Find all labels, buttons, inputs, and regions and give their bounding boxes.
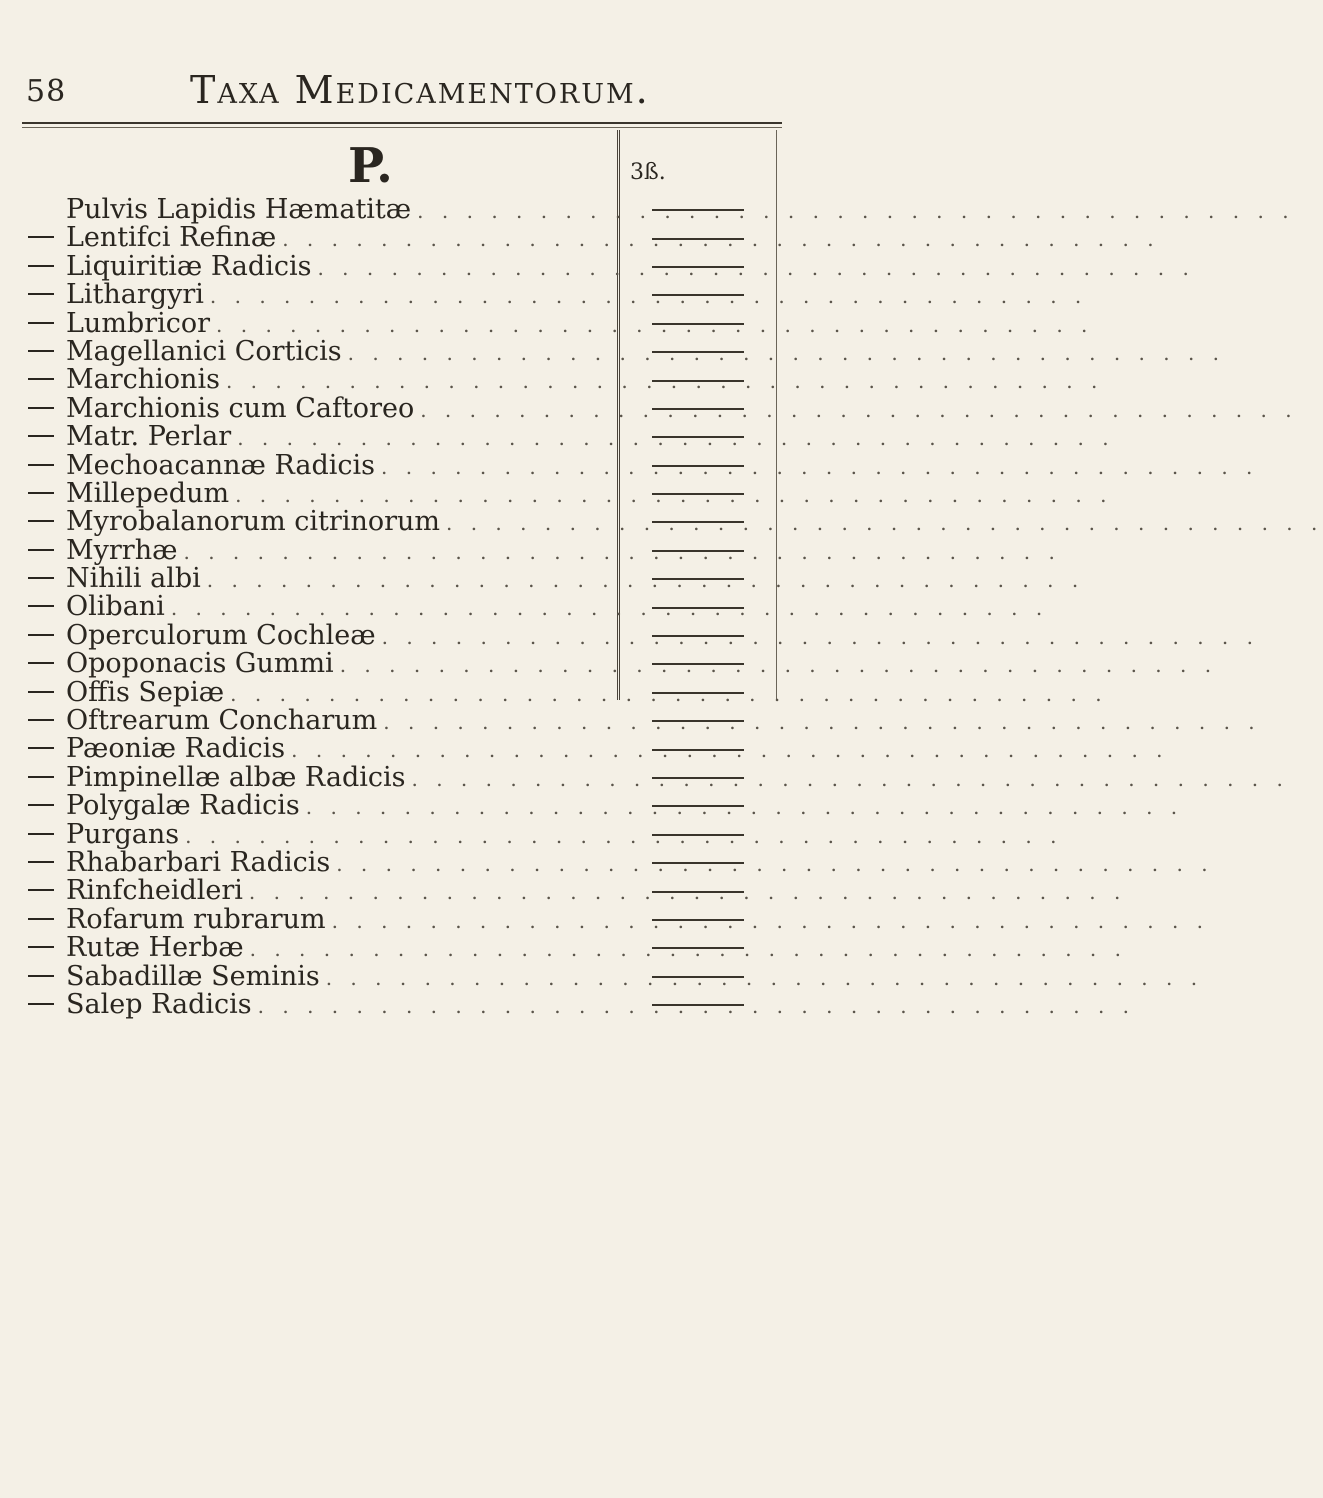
- price-ditto-dash: [652, 749, 744, 751]
- ditto-dash: [28, 1003, 54, 1005]
- ditto-dash: [28, 464, 54, 466]
- dot-leader: . . . . . . . . . . . . . . . . . . . . . . . . . . . . . . . . . . . .: [206, 568, 1085, 593]
- entry-row: [26, 733, 1169, 765]
- price-ditto-dash: [652, 436, 744, 438]
- price-ditto-dash: [652, 521, 744, 523]
- price-cell: [628, 792, 768, 820]
- price-cell: [628, 906, 768, 934]
- entry-row: [26, 960, 1204, 992]
- price-ditto-dash: [652, 805, 744, 807]
- entry-text: Pulvis Lapidis Hæmatitæ: [66, 194, 412, 225]
- ditto-dash: [28, 605, 54, 607]
- entry-row: [26, 563, 1085, 595]
- price-cell: [628, 622, 768, 650]
- ditto-dash: [28, 634, 54, 636]
- dot-leader: . . . . . . . . . . . . . . . . . . . . . . . . . . . . . . . . . . . .: [282, 227, 1160, 252]
- price-ditto-dash: [652, 692, 744, 694]
- entry-row: [26, 222, 1160, 254]
- entry-text: Nihili albi: [66, 563, 201, 595]
- price-cell: [628, 395, 768, 423]
- price-cell: [628, 735, 768, 763]
- entry-text: Myrrhæ: [66, 534, 178, 566]
- price-cell: [628, 707, 768, 735]
- entry-text: Offis Sepiæ: [66, 676, 225, 708]
- dot-leader: . . . . . . . . . . . . . . . . . . . . . . . . . . . . . . . . . . . .: [411, 766, 1289, 791]
- dot-leader: . . . . . . . . . . . . . . . . . . . . . . . . . . . . . . . . . . . .: [170, 596, 1049, 621]
- price-column-header: 3ß.: [630, 160, 666, 185]
- entry-row: [26, 477, 1113, 509]
- dot-leader: . . . . . . . . . . . . . . . . . . . . . . . . . . . . . . . . . . . .: [235, 482, 1113, 507]
- price-ditto-dash: [652, 408, 744, 410]
- price-cell: [628, 423, 768, 451]
- entry-row: [26, 194, 1295, 225]
- dot-leader: . . . . . . . . . . . . . . . . . . . . . . . . . . . . . . . . . . . .: [230, 681, 1108, 706]
- entry-row: [26, 875, 1127, 907]
- ditto-dash: [28, 378, 54, 380]
- entry-row: [26, 449, 1259, 481]
- ditto-dash: [28, 293, 54, 295]
- ditto-dash: [28, 236, 54, 238]
- ditto-dash: [28, 918, 54, 920]
- price-cell: [628, 650, 768, 678]
- price-cell: [628, 593, 768, 621]
- price-column: [628, 196, 768, 1019]
- dot-leader: . . . . . . . . . . . . . . . . . . . . . . . . . . . . . . . . . . . .: [325, 965, 1204, 990]
- price-ditto-dash: [652, 635, 744, 637]
- ditto-dash: [28, 322, 54, 324]
- entry-row: [26, 790, 1184, 822]
- ditto-dash: [28, 407, 54, 409]
- entry-row: [26, 932, 1128, 964]
- entry-row: [26, 988, 1136, 1020]
- ditto-dash: [28, 833, 54, 835]
- dot-leader: . . . . . . . . . . . . . . . . . . . . . . . . . . . . . . . . . . . .: [183, 539, 1061, 564]
- running-title: Taxa Medicamentorum.: [190, 68, 650, 112]
- dot-leader: . . . . . . . . . . . . . . . . . . . . . . . . . . . . . . . . . . . .: [317, 255, 1195, 280]
- price-cell: [628, 452, 768, 480]
- price-cell: [628, 537, 768, 565]
- entry-row: [26, 279, 1088, 311]
- ditto-dash: [28, 747, 54, 749]
- price-ditto-dash: [652, 380, 744, 382]
- entry-text: Marchionis: [66, 364, 220, 396]
- dot-leader: . . . . . . . . . . . . . . . . . . . . . . . . . . . . . . . . . . . .: [420, 397, 1298, 422]
- entry-row: [26, 421, 1115, 453]
- entry-text: Opoponacis Gummi: [66, 648, 334, 680]
- ditto-dash: [28, 975, 54, 977]
- ditto-dash: [28, 520, 54, 522]
- dot-leader: . . . . . . . . . . . . . . . . . . . . . . . . . . . . . . . . . . . .: [185, 823, 1063, 848]
- ditto-dash: [28, 946, 54, 948]
- price-cell: [628, 679, 768, 707]
- price-cell: [628, 849, 768, 877]
- dot-leader: . . . . . . . . . . . . . . . . . . . . . . . . . . . . . . . . . . . .: [347, 340, 1226, 365]
- price-ditto-dash: [652, 266, 744, 268]
- entry-text: Purgans: [66, 818, 180, 850]
- price-ditto-dash: [652, 976, 744, 978]
- price-ditto-dash: [652, 862, 744, 864]
- price-cell: [628, 991, 768, 1019]
- ditto-dash: [28, 889, 54, 891]
- ditto-dash: [28, 662, 54, 664]
- ditto-dash: [28, 435, 54, 437]
- entry-text: Pimpinellæ albæ Radicis: [66, 761, 406, 793]
- entry-text: Sabadillæ Seminis: [66, 960, 320, 992]
- price-cell: [628, 253, 768, 281]
- price-ditto-dash: [652, 465, 744, 467]
- price-ditto-dash: [652, 323, 744, 325]
- price-cell: [628, 934, 768, 962]
- entry-row: [26, 846, 1214, 878]
- entry-row: [26, 676, 1108, 708]
- price-ditto-dash: [652, 1004, 744, 1006]
- price-ditto-dash: [652, 238, 744, 240]
- dot-leader: . . . . . . . . . . . . . . . . . . . . . . . . . . . . . . . . . . . .: [331, 908, 1210, 933]
- dot-leader: . . . . . . . . . . . . . . . . . . . . . . . . . . . . . . . . . . . .: [381, 454, 1259, 479]
- price-cell: [628, 366, 768, 394]
- dot-leader: . . . . . . . . . . . . . . . . . . . . . . . . . . . . . . . . . . . .: [225, 369, 1104, 394]
- ditto-dash: [28, 691, 54, 693]
- price-cell: [628, 310, 768, 338]
- price-ditto-dash: [652, 607, 744, 609]
- price-cell: [628, 508, 768, 536]
- entry-text: Rinfcheidleri: [66, 875, 243, 907]
- page-number: 58: [26, 74, 67, 109]
- price-ditto-dash: [652, 493, 744, 495]
- header-rule: [22, 122, 782, 124]
- price-cell: [628, 963, 768, 991]
- entry-row: [26, 335, 1226, 367]
- entry-row: [26, 705, 1261, 737]
- entry-row: [26, 506, 1323, 538]
- entry-row: [26, 903, 1210, 935]
- price-cell: [628, 565, 768, 593]
- ditto-dash: [28, 350, 54, 352]
- price-cell: [628, 877, 768, 905]
- entry-text: Matr. Perlar: [66, 421, 232, 453]
- price-ditto-dash: [652, 578, 744, 580]
- dot-leader: . . . . . . . . . . . . . . . . . . . . . . . . . . . . . . . . . . . .: [305, 795, 1184, 820]
- ditto-dash: [28, 492, 54, 494]
- entry-list: [26, 194, 1323, 1020]
- price-cell: [628, 281, 768, 309]
- entry-row: [26, 250, 1195, 282]
- entry-text: Lumbricor: [66, 307, 211, 339]
- price-cell: [628, 338, 768, 366]
- dot-leader: . . . . . . . . . . . . . . . . . . . . . . . . . . . . . . . . . . . .: [209, 284, 1088, 309]
- dot-leader: . . . . . . . . . . . . . . . . . . . . . . . . . . . . . . . . . . . .: [417, 199, 1295, 223]
- entry-row: [26, 534, 1061, 566]
- entry-text: Lithargyri: [66, 279, 204, 311]
- entry-row: [26, 392, 1298, 424]
- dot-leader: . . . . . . . . . . . . . . . . . . . . . . . . . . . . . . . . . . . .: [339, 653, 1218, 678]
- entry-row: [26, 364, 1104, 396]
- price-ditto-dash: [652, 351, 744, 353]
- entry-text: Marchionis cum Caftoreo: [66, 392, 415, 424]
- entry-text: Liquiritiæ Radicis: [66, 250, 312, 282]
- dot-leader: . . . . . . . . . . . . . . . . . . . . . . . . . . . . . . . . . . . .: [237, 426, 1115, 451]
- price-ditto-dash: [652, 777, 744, 779]
- ditto-dash: [28, 549, 54, 551]
- price-ditto-dash: [652, 891, 744, 893]
- dot-leader: . . . . . . . . . . . . . . . . . . . . . . . . . . . . . . . . . . . .: [248, 880, 1127, 905]
- ditto-dash: [28, 776, 54, 778]
- header-rule-thin: [22, 127, 782, 128]
- price-ditto-dash: [652, 294, 744, 296]
- dot-leader: . . . . . . . . . . . . . . . . . . . . . . . . . . . . . . . . . . . .: [383, 710, 1261, 735]
- entry-row: [26, 619, 1259, 651]
- entry-row: [26, 818, 1063, 850]
- entry-text: Lentifci Refinæ: [66, 222, 277, 254]
- dot-leader: . . . . . . . . . . . . . . . . . . . . . . . . . . . . . . . . . . . .: [381, 624, 1259, 649]
- entry-row: [26, 761, 1289, 793]
- entry-text: Magellanici Corticis: [66, 335, 342, 367]
- entry-text: Millepedum: [66, 477, 230, 509]
- entry-text: Rofarum rubrarum: [66, 903, 326, 935]
- entry-text: Polygalæ Radicis: [66, 790, 300, 822]
- dot-leader: . . . . . . . . . . . . . . . . . . . . . . . . . . . . . . . . . . . .: [249, 937, 1128, 962]
- dot-leader: . . . . . . . . . . . . . . . . . . . . . . . . . . . . . . . . . . . .: [257, 993, 1136, 1018]
- entry-text: Operculorum Cochleæ: [66, 619, 376, 651]
- entry-text: Rhabarbari Radicis: [66, 846, 331, 878]
- price-ditto-dash: [652, 209, 744, 211]
- dot-leader: . . . . . . . . . . . . . . . . . . . . . . . . . . . . . . . . . . . .: [336, 851, 1214, 876]
- entry-row: [26, 307, 1094, 339]
- price-cell: [628, 224, 768, 252]
- price-cell: [628, 196, 768, 224]
- ditto-dash: [28, 577, 54, 579]
- entry-text: Mechoacannæ Radicis: [66, 449, 376, 481]
- dot-leader: . . . . . . . . . . . . . . . . . . . . . . . . . . . . . . . . . . . .: [291, 738, 1169, 763]
- ditto-dash: [28, 804, 54, 806]
- entry-text: Oftrearum Concharum: [66, 705, 378, 737]
- price-cell: [628, 764, 768, 792]
- price-ditto-dash: [652, 834, 744, 836]
- entry-text: Olibani: [66, 591, 165, 623]
- dot-leader: . . . . . . . . . . . . . . . . . . . . . . . . . . . . . . . . . . . .: [446, 511, 1323, 536]
- entry-text: Pæoniæ Radicis: [66, 733, 286, 765]
- price-ditto-dash: [652, 919, 744, 921]
- price-ditto-dash: [652, 550, 744, 552]
- price-ditto-dash: [652, 663, 744, 665]
- ditto-dash: [28, 719, 54, 721]
- entry-row: [26, 591, 1049, 623]
- price-ditto-dash: [652, 720, 744, 722]
- entry-text: Myrobalanorum citrinorum: [66, 506, 440, 538]
- price-ditto-dash: [652, 947, 744, 949]
- price-cell: [628, 480, 768, 508]
- entry-text: Salep Radicis: [66, 988, 252, 1020]
- section-letter: P.: [348, 138, 393, 194]
- entry-text: Rutæ Herbæ: [66, 932, 244, 964]
- ditto-dash: [28, 861, 54, 863]
- price-cell: [628, 821, 768, 849]
- dot-leader: . . . . . . . . . . . . . . . . . . . . . . . . . . . . . . . . . . . .: [216, 312, 1094, 337]
- ditto-dash: [28, 265, 54, 267]
- entry-row: [26, 648, 1218, 680]
